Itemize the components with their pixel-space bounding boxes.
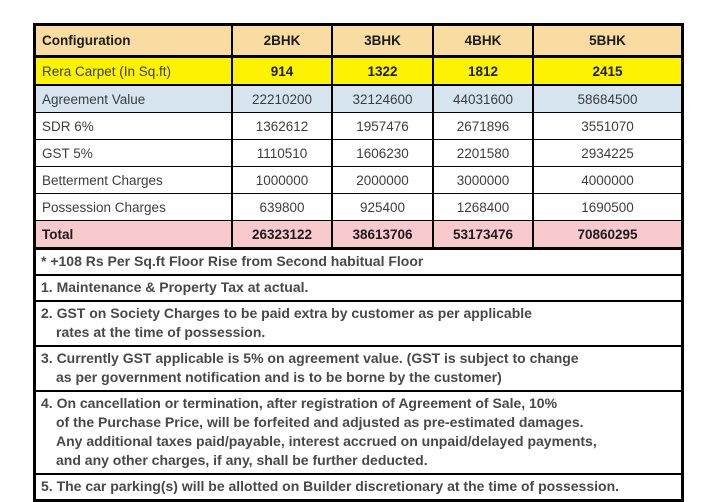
table-row-betterment-charges [36, 167, 681, 194]
note-line: rates at the time of possession. [56, 324, 266, 340]
header-5bhk: 5BHK [533, 26, 681, 57]
row-label: GST 5% [36, 140, 232, 167]
header-4bhk: 4BHK [433, 26, 533, 57]
header-2bhk: 2BHK [232, 26, 332, 57]
cell-value: 26323122 [232, 221, 332, 249]
cell-value: 1322 [332, 57, 433, 86]
cell-value: 925400 [332, 194, 433, 221]
table-row-agreement-value [36, 85, 681, 113]
cell-value: 3000000 [433, 167, 533, 194]
cell-value: 2201580 [433, 140, 533, 167]
cell-value: 2000000 [332, 167, 433, 194]
note-line: 1. Maintenance & Property Tax at actual. [41, 279, 309, 295]
row-label: SDR 6% [36, 113, 232, 140]
header-3bhk: 3BHK [332, 26, 433, 57]
cell-value: 1268400 [433, 194, 533, 221]
note-line: of the Purchase Price, will be forfeited and adjusted as pre-estimated damages. [56, 414, 584, 430]
cell-value: 2415 [533, 57, 681, 86]
table-header-row [36, 26, 681, 57]
table-row-gst [36, 140, 681, 167]
table-row-total [36, 221, 681, 249]
cell-value: 1000000 [232, 167, 332, 194]
row-label: Rera Carpet (In Sq.ft) [36, 57, 232, 86]
cell-value: 58684500 [533, 85, 681, 113]
table-row-possession-charges [36, 194, 681, 221]
note-line: 3. Currently GST applicable is 5% on agreement value. (GST is subject to change [41, 350, 579, 366]
note-line: and any other charges, if any, shall be further deducted. [56, 452, 428, 468]
cell-value: 44031600 [433, 85, 533, 113]
note-cancellation [36, 392, 681, 475]
cell-value: 38613706 [332, 221, 433, 249]
row-label: Possession Charges [36, 194, 232, 221]
cell-value: 1957476 [332, 113, 433, 140]
row-label: Agreement Value [36, 85, 232, 113]
note-floor-rise [36, 250, 681, 276]
note-line: * +108 Rs Per Sq.ft Floor Rise from Second habitual Floor [41, 253, 424, 269]
cell-value: 53173476 [433, 221, 533, 249]
cell-value: 639800 [232, 194, 332, 221]
note-gst-applicable [36, 347, 681, 392]
cell-value: 1362612 [232, 113, 332, 140]
cell-value: 70860295 [533, 221, 681, 249]
table-row-sdr [36, 113, 681, 140]
header-configuration: Configuration [36, 26, 232, 57]
note-gst-society-charges [36, 302, 681, 347]
cell-value: 2934225 [533, 140, 681, 167]
cell-value: 32124600 [332, 85, 433, 113]
note-line: as per government notification and is to be borne by the customer) [56, 369, 502, 385]
cell-value: 4000000 [533, 167, 681, 194]
row-label: Betterment Charges [36, 167, 232, 194]
note-line: 5. The car parking(s) will be allotted on Builder discretionary at the time of possession. [41, 478, 620, 494]
rate-card-sheet [33, 23, 684, 502]
note-car-parking [36, 475, 681, 499]
note-maintenance-tax [36, 276, 681, 302]
cell-value: 1812 [433, 57, 533, 86]
cell-value: 3551070 [533, 113, 681, 140]
cell-value: 2671896 [433, 113, 533, 140]
cell-value: 914 [232, 57, 332, 86]
note-line: 4. On cancellation or termination, after registration of Agreement of Sale, 10% [41, 395, 558, 411]
row-label: Total [36, 221, 232, 249]
note-line: 2. GST on Society Charges to be paid extra by customer as per applicable [41, 305, 532, 321]
table-row-rera-carpet [36, 57, 681, 86]
note-line: Any additional taxes paid/payable, interest accrued on unpaid/delayed payments, [56, 433, 597, 449]
cell-value: 22210200 [232, 85, 332, 113]
cell-value: 1606230 [332, 140, 433, 167]
cell-value: 1110510 [232, 140, 332, 167]
cell-value: 1690500 [533, 194, 681, 221]
pricing-table [36, 26, 681, 250]
